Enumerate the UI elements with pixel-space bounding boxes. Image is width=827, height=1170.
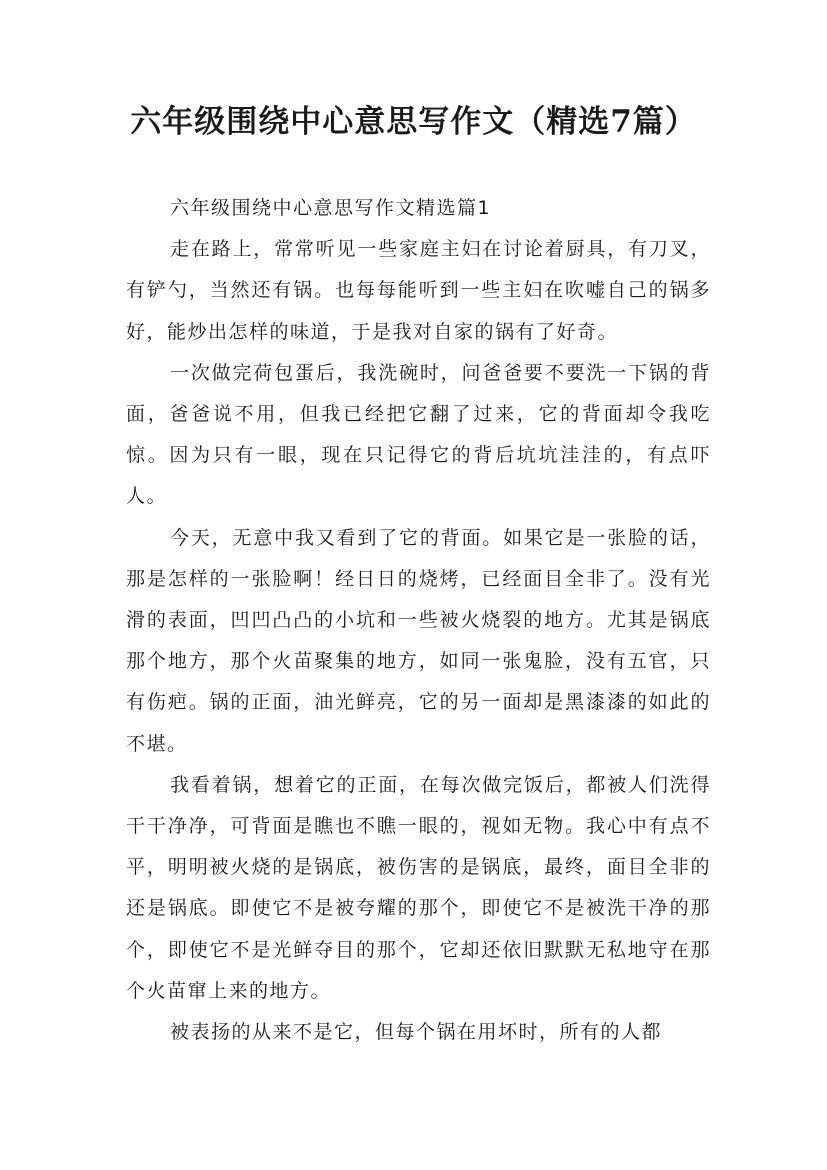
paragraph-1: 走在路上，常常听见一些家庭主妇在讨论着厨具，有刀叉，有铲勺，当然还有锅。也每每能听到一些主妇在吹嘘自己的锅多好，能炒出怎样的味道，于是我对自家的锅有了好奇。 xyxy=(126,238,711,343)
paragraph-3: 今天，无意中我又看到了它的背面。如果它是一张脸的话，那是怎样的一张脸啊！经日日的烧烤，已经面目全非了。没有光滑的表面，凹凹凸凸的小坑和一些被火烧裂的地方。尤其是锅底那个地方，那个火苗聚集的地方，如同一张鬼脸，没有五官，只有伤疤。锅的正面，油光鲜亮，它的另一面却是黑漆漆的如此的不堪。 xyxy=(126,526,711,755)
document-body xyxy=(126,188,711,1053)
section-heading: 六年级围绕中心意思写作文精选篇1 xyxy=(170,197,492,219)
paragraph-5: 被表扬的从来不是它，但每个锅在用坏时，所有的人都 xyxy=(170,1021,663,1044)
paragraph-4: 我看着锅，想着它的正面，在每次做完饭后，都被人们洗得干干净净，可背面是瞧也不瞧一眼的，视如无物。我心中有点不平，明明被火烧的是锅底，被伤害的是锅底，最终，面目全非的还是锅底。即使它不是被夸耀的那个，即使它不是被洗干净的那个，即使它不是光鲜夺目的那个，它却还依旧默默无私地守在那个火苗窜上来的地方。 xyxy=(126,773,711,1002)
document-title: 六年级围绕中心意思写作文（精选7篇） xyxy=(130,104,697,140)
paragraph-2: 一次做完荷包蛋后，我洗碗时，问爸爸要不要洗一下锅的背面，爸爸说不用，但我已经把它翻了过来，它的背面却令我吃惊。因为只有一眼，现在只记得它的背后坑坑洼洼的，有点吓人。 xyxy=(126,361,711,508)
